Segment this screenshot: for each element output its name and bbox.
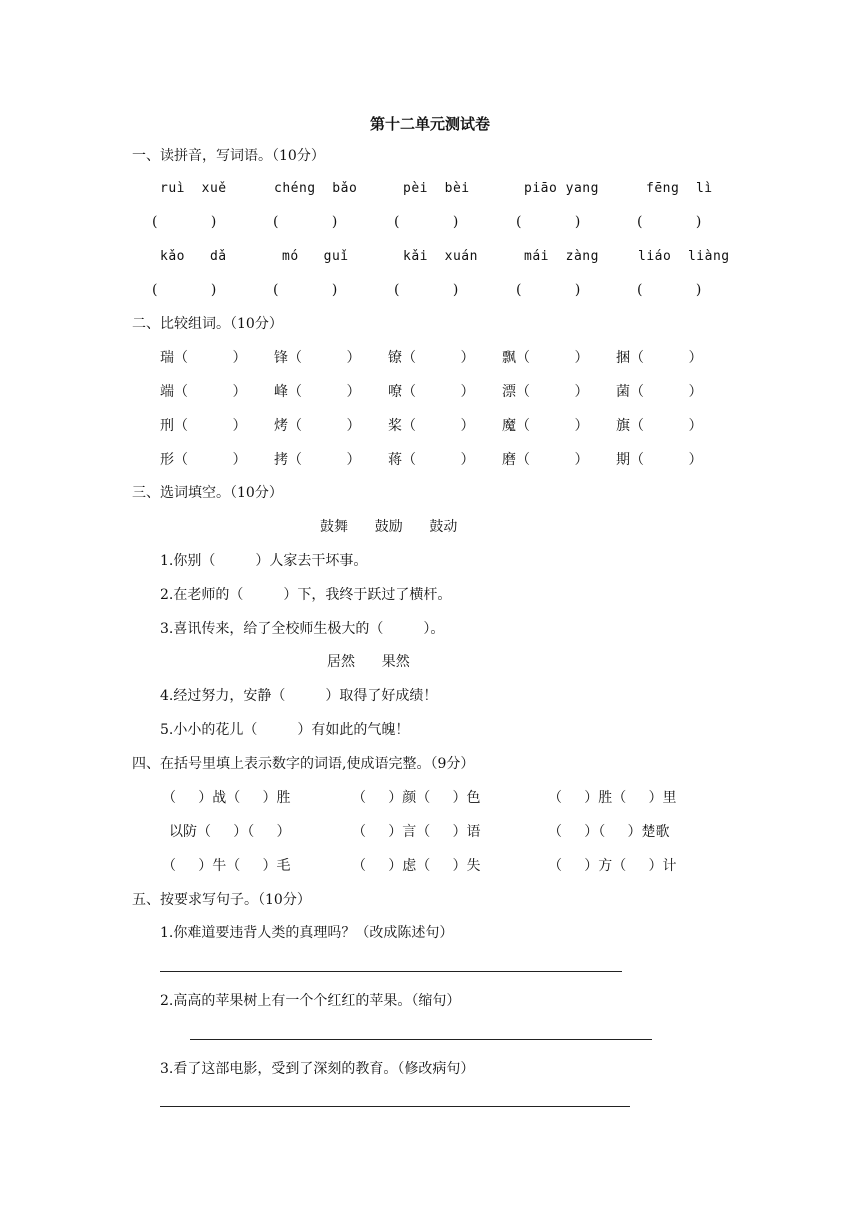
section-5-heading: 五、按要求写句子。（10分） bbox=[132, 892, 311, 908]
compare-char: 嘹 bbox=[388, 384, 402, 400]
page-title: 第十二单元测试卷 bbox=[369, 115, 490, 133]
compare-char: 锋 bbox=[274, 350, 288, 366]
answer-line[interactable] bbox=[160, 1106, 630, 1107]
pinyin-item: mó guǐ bbox=[282, 249, 349, 264]
compare-word-item[interactable] bbox=[160, 382, 247, 402]
compare-char: 旗 bbox=[616, 418, 630, 434]
answer-line[interactable] bbox=[160, 971, 622, 972]
section-1-heading: 一、读拼音，写词语。（10分） bbox=[132, 148, 325, 164]
compare-char: 魔 bbox=[502, 418, 516, 434]
idiom-item[interactable]: （ ）言（ ）语 bbox=[352, 824, 481, 840]
pinyin-item: mái zàng bbox=[524, 249, 599, 264]
compare-word-item[interactable] bbox=[388, 382, 475, 402]
answer-blank[interactable]: （ ） bbox=[174, 452, 247, 468]
compare-char: 期 bbox=[616, 452, 630, 468]
compare-char: 镣 bbox=[388, 350, 402, 366]
compare-char: 捆 bbox=[616, 350, 630, 366]
question-item: 5.小小的花儿（ ）有如此的气魄！ bbox=[160, 722, 410, 738]
pinyin-item: kǎo dǎ bbox=[160, 249, 227, 264]
compare-char: 刑 bbox=[160, 418, 174, 434]
pinyin-item: liáo liàng bbox=[638, 249, 730, 264]
compare-word-item[interactable] bbox=[388, 416, 475, 436]
answer-blank[interactable]: ( ) bbox=[516, 214, 581, 230]
question-item: 4.经过努力，安静（ ）取得了好成绩！ bbox=[160, 688, 438, 704]
compare-word-item[interactable] bbox=[502, 416, 589, 436]
answer-blank[interactable]: （ ） bbox=[288, 452, 361, 468]
answer-blank[interactable]: （ ） bbox=[402, 418, 475, 434]
compare-word-item[interactable] bbox=[616, 348, 703, 368]
idiom-item[interactable]: （ ）战（ ）胜 bbox=[162, 790, 291, 806]
answer-blank[interactable]: （ ） bbox=[516, 384, 589, 400]
answer-blank[interactable]: （ ） bbox=[402, 350, 475, 366]
answer-blank[interactable]: ( ) bbox=[394, 282, 459, 298]
answer-blank[interactable]: （ ） bbox=[402, 384, 475, 400]
pinyin-item: fēng lì bbox=[646, 181, 713, 196]
compare-char: 菌 bbox=[616, 384, 630, 400]
answer-blank[interactable]: ( ) bbox=[637, 214, 702, 230]
compare-word-item[interactable] bbox=[388, 348, 475, 368]
answer-blank[interactable]: （ ） bbox=[288, 384, 361, 400]
idiom-item[interactable]: （ ）虑（ ）失 bbox=[352, 858, 481, 874]
pinyin-item: kǎi xuán bbox=[403, 249, 478, 264]
compare-char: 端 bbox=[160, 384, 174, 400]
compare-word-item[interactable] bbox=[160, 450, 247, 470]
question-item: 1.你难道要违背人类的真理吗？（改成陈述句） bbox=[160, 925, 454, 941]
compare-word-item[interactable] bbox=[616, 416, 703, 436]
answer-blank[interactable]: （ ） bbox=[402, 452, 475, 468]
answer-blank[interactable]: （ ） bbox=[630, 350, 703, 366]
answer-blank[interactable]: （ ） bbox=[288, 350, 361, 366]
word-choices: 居然 果然 bbox=[327, 654, 410, 670]
answer-blank[interactable]: （ ） bbox=[630, 418, 703, 434]
answer-blank[interactable]: ( ) bbox=[516, 282, 581, 298]
idiom-item[interactable]: （ ）颜（ ）色 bbox=[352, 790, 481, 806]
answer-blank[interactable]: （ ） bbox=[630, 384, 703, 400]
section-4-heading: 四、在括号里填上表示数字的词语,使成语完整。（9分） bbox=[132, 756, 475, 772]
answer-line[interactable] bbox=[190, 1039, 652, 1040]
idiom-item[interactable]: （ ）方（ ）计 bbox=[548, 858, 677, 874]
pinyin-item: piāo yang bbox=[524, 181, 599, 196]
answer-blank[interactable]: （ ） bbox=[174, 350, 247, 366]
compare-word-item[interactable] bbox=[502, 450, 589, 470]
compare-word-item[interactable] bbox=[274, 382, 361, 402]
compare-char: 磨 bbox=[502, 452, 516, 468]
compare-char: 峰 bbox=[274, 384, 288, 400]
answer-blank[interactable]: ( ) bbox=[394, 214, 459, 230]
compare-word-item[interactable] bbox=[160, 416, 247, 436]
answer-blank[interactable]: （ ） bbox=[630, 452, 703, 468]
question-item: 3.喜讯传来，给了全校师生极大的（ ）。 bbox=[160, 621, 445, 637]
question-item: 1.你别（ ）人家去干坏事。 bbox=[160, 553, 368, 569]
pinyin-item: ruì xuě bbox=[160, 181, 227, 196]
compare-word-item[interactable] bbox=[274, 348, 361, 368]
answer-blank[interactable]: （ ） bbox=[174, 418, 247, 434]
word-choices: 鼓舞 鼓励 鼓动 bbox=[320, 519, 458, 535]
compare-char: 漂 bbox=[502, 384, 516, 400]
compare-word-item[interactable] bbox=[616, 450, 703, 470]
answer-blank[interactable]: （ ） bbox=[174, 384, 247, 400]
answer-blank[interactable]: （ ） bbox=[516, 452, 589, 468]
answer-blank[interactable]: ( ) bbox=[273, 214, 338, 230]
compare-word-item[interactable] bbox=[274, 450, 361, 470]
compare-char: 形 bbox=[160, 452, 174, 468]
answer-blank[interactable]: ( ) bbox=[152, 282, 217, 298]
answer-blank[interactable]: ( ) bbox=[152, 214, 217, 230]
compare-word-item[interactable] bbox=[502, 348, 589, 368]
section-3-heading: 三、选词填空。（10分） bbox=[132, 485, 283, 501]
answer-blank[interactable]: ( ) bbox=[637, 282, 702, 298]
compare-char: 飘 bbox=[502, 350, 516, 366]
compare-char: 蒋 bbox=[388, 452, 402, 468]
pinyin-item: chéng bǎo bbox=[274, 181, 358, 196]
section-2-heading: 二、比较组词。（10分） bbox=[132, 316, 283, 332]
question-item: 3.看了这部电影，受到了深刻的教育。（修改病句） bbox=[160, 1061, 475, 1077]
compare-word-item[interactable] bbox=[160, 348, 247, 368]
question-item: 2.在老师的（ ）下，我终于跃过了横杆。 bbox=[160, 587, 452, 603]
idiom-item[interactable]: （ ）（ ）楚歌 bbox=[548, 824, 670, 840]
answer-blank[interactable]: （ ） bbox=[516, 350, 589, 366]
compare-word-item[interactable] bbox=[274, 416, 361, 436]
idiom-item[interactable]: 以防（ ）（ ） bbox=[169, 824, 291, 840]
answer-blank[interactable]: ( ) bbox=[273, 282, 338, 298]
idiom-item[interactable]: （ ）胜（ ）里 bbox=[548, 790, 677, 806]
answer-blank[interactable]: （ ） bbox=[516, 418, 589, 434]
compare-word-item[interactable] bbox=[616, 382, 703, 402]
question-item: 2.高高的苹果树上有一个个红红的苹果。（缩句） bbox=[160, 993, 461, 1009]
compare-char: 拷 bbox=[274, 452, 288, 468]
compare-char: 烤 bbox=[274, 418, 288, 434]
compare-word-item[interactable] bbox=[388, 450, 475, 470]
compare-char: 瑞 bbox=[160, 350, 174, 366]
pinyin-item: pèi bèi bbox=[403, 181, 470, 196]
compare-word-item[interactable] bbox=[502, 382, 589, 402]
answer-blank[interactable]: （ ） bbox=[288, 418, 361, 434]
idiom-item[interactable]: （ ）牛（ ）毛 bbox=[162, 858, 291, 874]
compare-char: 桨 bbox=[388, 418, 402, 434]
